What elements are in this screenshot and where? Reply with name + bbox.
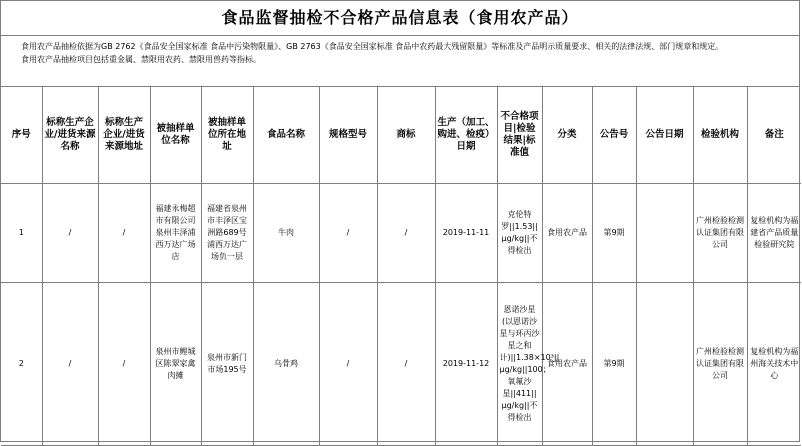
table-row xyxy=(1,184,801,283)
cell-producer-address: / xyxy=(98,283,150,446)
col-header-spec: 规格型号 xyxy=(319,87,377,184)
cell-spec: / xyxy=(319,184,377,283)
col-header-sampled-unit-address: 被抽样单位所在地址 xyxy=(201,87,253,184)
cell-result: 恩诺沙星(以恩诺沙星与环丙沙星之和计)||1.38×10³||μg/kg||100；氧氟沙星||411||μg/kg||不得检出 xyxy=(497,283,542,446)
cell-remark: 复检机构为福建省产品质量检验研究院 xyxy=(747,184,801,283)
col-header-date: 生产（加工、购进、检疫）日期 xyxy=(435,87,497,184)
col-header-result: 不合格项目|检验结果|标准值 xyxy=(497,87,542,184)
header-row xyxy=(1,87,801,184)
cell-agency: 广州检验检测认证集团有限公司 xyxy=(693,283,747,446)
cell-food-name: 牛肉 xyxy=(253,184,319,283)
col-header-notice-no: 公告号 xyxy=(592,87,636,184)
cell-no: 1 xyxy=(1,184,42,283)
col-header-food-name: 食品名称 xyxy=(253,87,319,184)
col-header-notice-date: 公告日期 xyxy=(636,87,693,184)
cell-producer-name: / xyxy=(42,283,98,446)
col-header-agency: 检验机构 xyxy=(693,87,747,184)
col-header-producer-name: 标称生产企业/进货来源名称 xyxy=(42,87,98,184)
cell-no: 2 xyxy=(1,283,42,446)
cell-brand: / xyxy=(377,184,435,283)
cell-food-name: 乌骨鸡 xyxy=(253,283,319,446)
cell-notice-date xyxy=(636,184,693,283)
cell-notice-no: 第9期 xyxy=(592,184,636,283)
cell-sampled-unit-address: 泉州市新门市场195号 xyxy=(201,283,253,446)
cell-notice-date xyxy=(636,283,693,446)
col-header-no: 序号 xyxy=(1,87,42,184)
col-header-sampled-unit-name: 被抽样单位名称 xyxy=(150,87,201,184)
cell-category: 食用农产品 xyxy=(542,283,592,446)
cell-category: 食用农产品 xyxy=(542,184,592,283)
col-header-producer-address: 标称生产企业/进货来源地址 xyxy=(98,87,150,184)
cell-result: 克伦特罗||1.53||μg/kg||不得检出 xyxy=(497,184,542,283)
cell-brand: / xyxy=(377,283,435,446)
cell-sampled-unit-address: 福建省泉州市丰泽区宝洲路689号浦西万达广场负一层 xyxy=(201,184,253,283)
col-header-category: 分类 xyxy=(542,87,592,184)
results-table xyxy=(1,87,801,446)
table-row xyxy=(1,283,801,446)
cell-sampled-unit-name: 福建永梅超市有限公司泉州丰泽浦西万达广场店 xyxy=(150,184,201,283)
page-title: 食品监督抽检不合格产品信息表（食用农产品） xyxy=(1,1,799,36)
note-standards: 食用农产品抽检依据为GB 2762《食品安全国家标准 食品中污染物限量》、GB 2763《食品安全国家标准 食品中农药最大残留限量》等标准及产品明示质量要求、相关的法律法规、部门规章和规定。 xyxy=(21,42,724,51)
col-header-brand: 商标 xyxy=(377,87,435,184)
notes xyxy=(1,36,799,87)
cell-agency: 广州检验检测认证集团有限公司 xyxy=(693,184,747,283)
cell-producer-address: / xyxy=(98,184,150,283)
cell-date: 2019-11-11 xyxy=(435,184,497,283)
cell-producer-name: / xyxy=(42,184,98,283)
note-items: 食用农产品抽检项目包括重金属、禁限用农药、禁限用兽药等指标。 xyxy=(21,55,261,64)
cell-remark: 复检机构为福州海关技术中心 xyxy=(747,283,801,446)
cell-sampled-unit-name: 泉州市鲤城区陈翠家禽肉摊 xyxy=(150,283,201,446)
cell-notice-no: 第9期 xyxy=(592,283,636,446)
col-header-remark: 备注 xyxy=(747,87,801,184)
cell-spec: / xyxy=(319,283,377,446)
cell-date: 2019-11-12 xyxy=(435,283,497,446)
